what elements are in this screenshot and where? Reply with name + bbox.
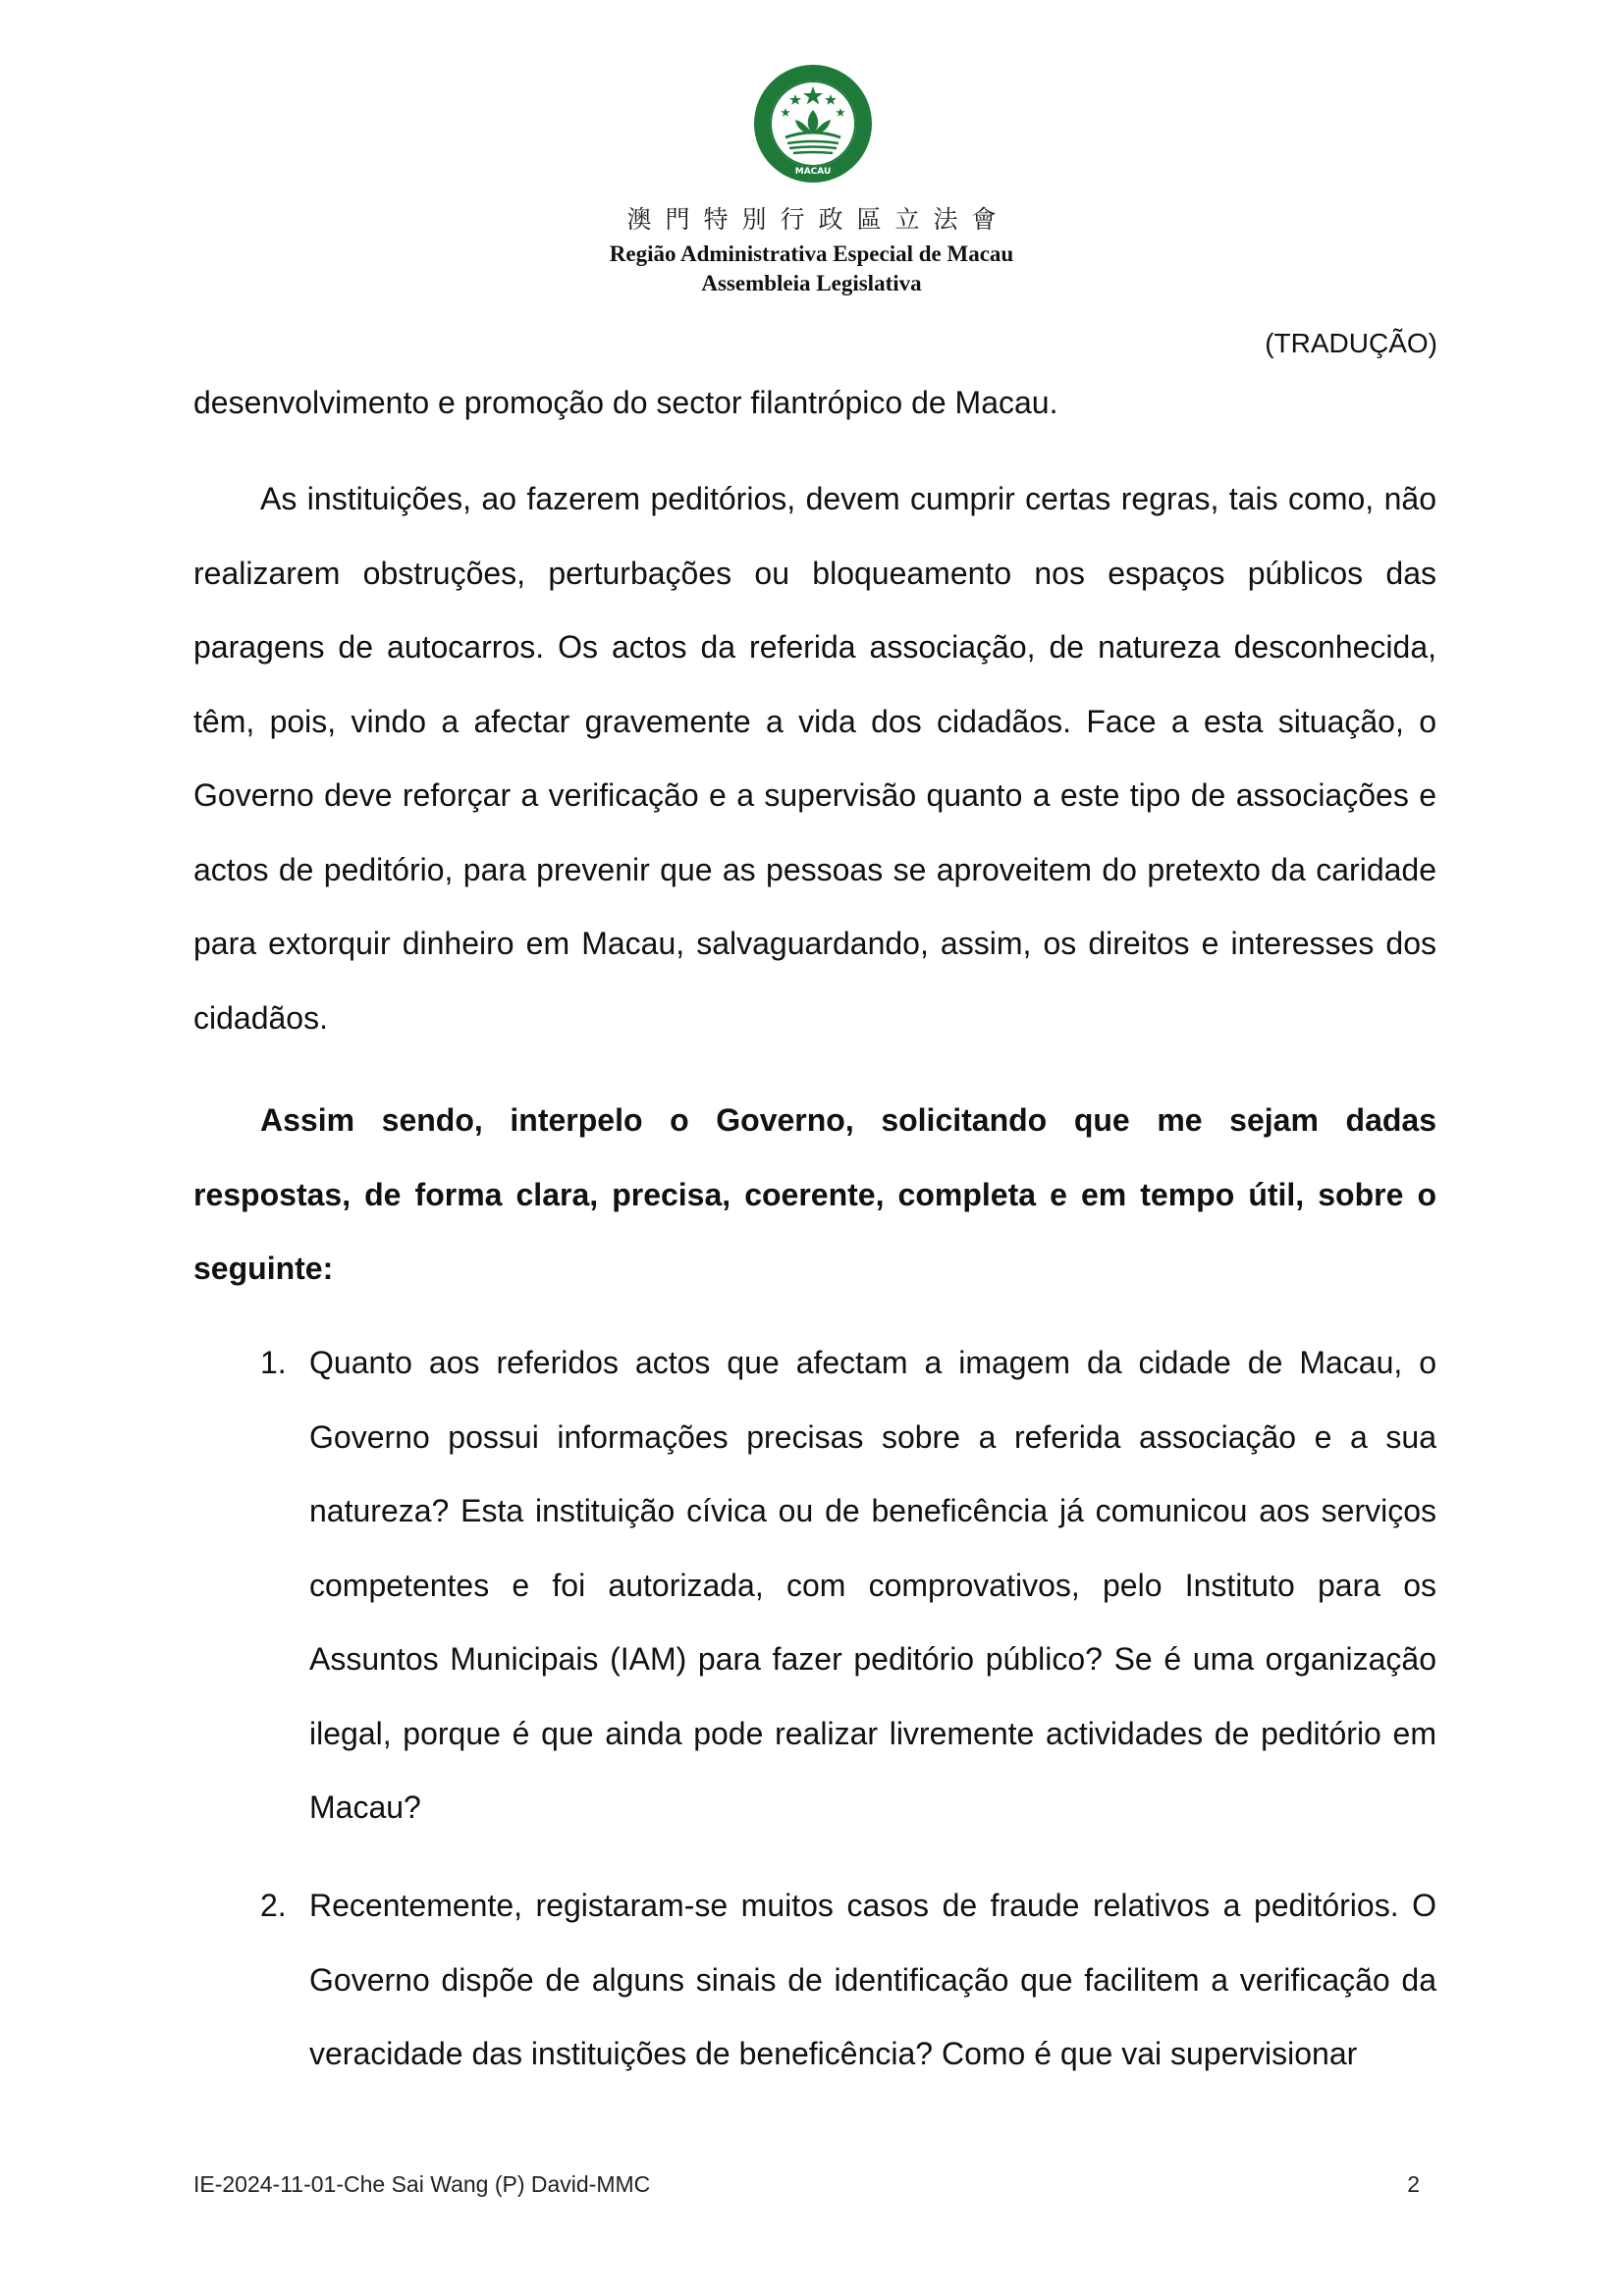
question-number: 1. [260,1345,287,1380]
header-title-chinese: 澳門特別行政區立法會 [626,205,1010,234]
paragraph-text: As instituições, ao fazerem peditórios, devem cumprir certas regras, tais como, não realizarem obstruções, perturbações ou bloqueamento nos espaços públicos das paragens de autocarros. Os actos da referida associação, de natureza desconhecida, têm, pois, vindo a afectar gravemente a vida dos cidadãos. Face a esta situação, o Governo deve reforçar a verificação e a supervisão quanto a este tipo de associações e actos de peditório, para prevenir que as pessoas se aproveitem do pretexto da caridade para extorquir dinheiro em Macau, salvaguardando, assim, os direitos e interesses dos cidadãos. [193,481,1436,1036]
paragraph-interpellation [193,1084,1436,1307]
footer-page-number: 2 [1407,2171,1420,2197]
question-text: Quanto aos referidos actos que afectam a imagem da cidade de Macau, o Governo possui informações precisas sobre a referida associação e a sua natureza? Esta instituição cívica ou de beneficência já comunicou aos serviços competentes e foi autorizada, com comprovativos, pelo Instituto para os Assuntos Municipais (IAM) para fazer peditório público? Se é uma organização ilegal, porque é que ainda pode realizar livremente actividades de peditório em Macau? [309,1345,1436,1825]
macau-emblem-icon [752,63,874,185]
paragraph-continuation [193,366,1436,441]
header-assembly-name: Assembleia Legislativa [701,271,922,295]
question-number: 2. [260,1888,287,1923]
paragraph-text: Assim sendo, interpelo o Governo, solicitando que me sejam dadas respostas, de forma clara, precisa, coerente, completa e em tempo útil, sobre o seguinte: [193,1102,1436,1286]
translation-label: (TRADUÇÃO) [1265,328,1437,358]
svg-text:MACAU: MACAU [794,167,832,177]
question-item [193,1869,1436,2092]
paragraph-regulations [193,462,1436,1055]
paragraph-text: desenvolvimento e promoção do sector filantrópico de Macau. [193,385,1058,420]
question-text: Recentemente, registaram-se muitos casos de fraude relativos a peditórios. O Governo dispõe de alguns sinais de identificação que facilitem a verificação da veracidade das instituições de beneficência? Como é que vai supervisionar [309,1888,1436,2071]
question-item [193,1326,1436,1845]
footer-document-reference: IE-2024-11-01-Che Sai Wang (P) David-MMC [193,2171,651,2197]
header-region-name: Região Administrativa Especial de Macau [609,241,1014,266]
